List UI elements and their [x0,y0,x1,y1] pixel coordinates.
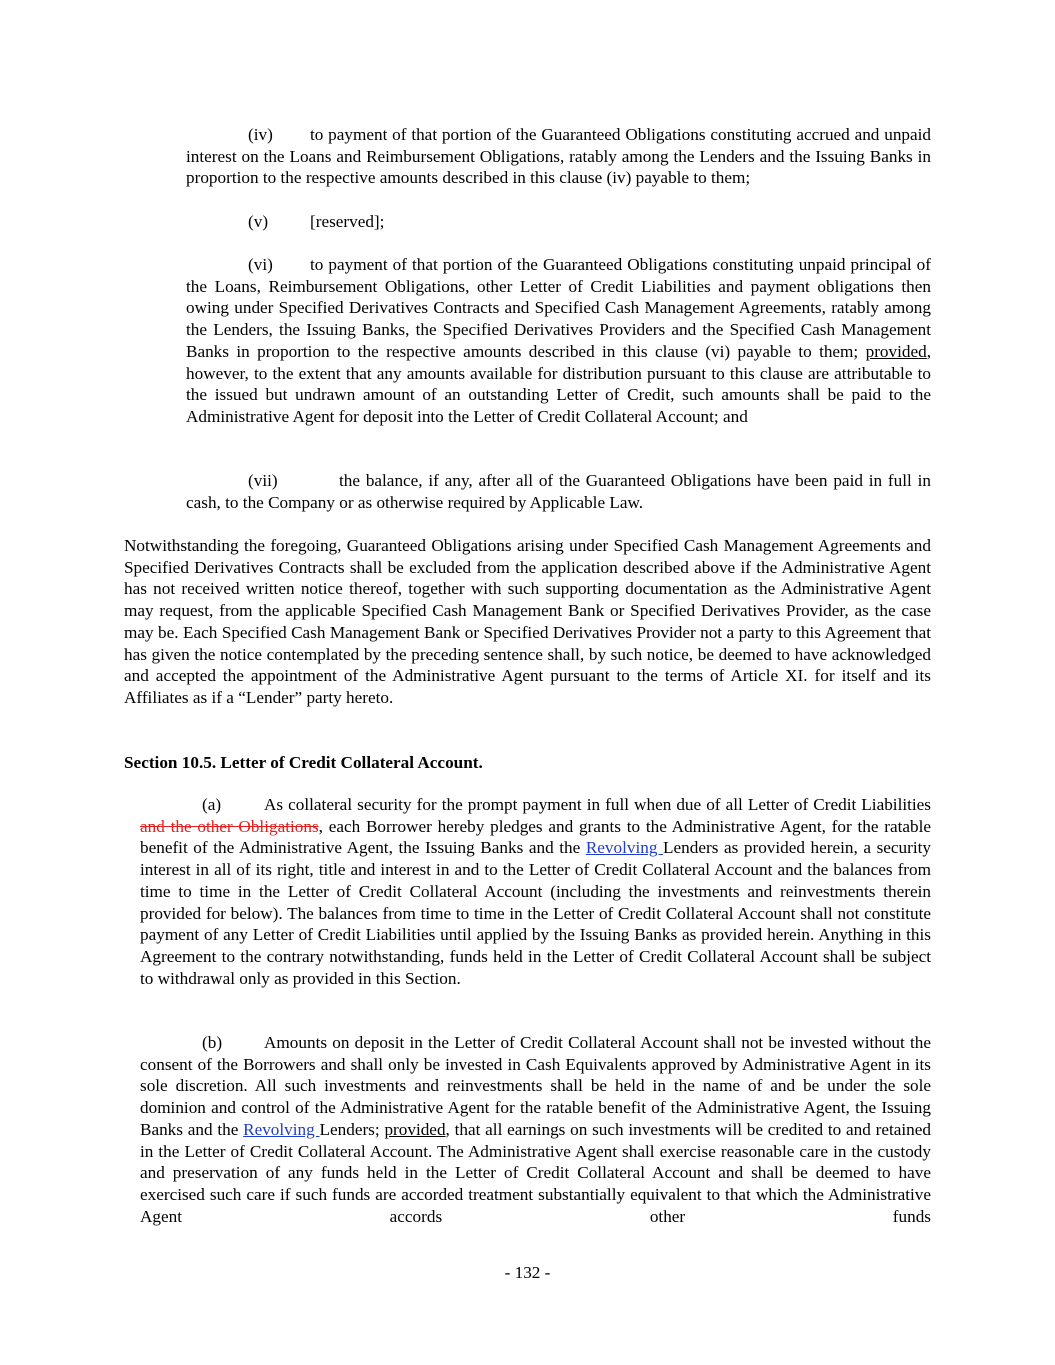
paragraph-b [140,1032,931,1227]
clause-iv [186,124,931,189]
paragraph-a-text-3: Lenders as provided herein, a security interest in all of its right, title and interest in and to the Letter of Credit Collateral Account and the balances from time to time in the Letter of Credit Collateral Account (including the investments and reinvestments therein provided for below). The balances from time to time in the Letter of Credit Collateral Account shall not constitute payment of any Letter of Credit Liabilities until applied by the Issuing Banks as provided herein. Anything in this Agreement to the contrary notwithstanding, funds held in the Letter of Credit Collateral Account shall be subject to withdrawal only as provided in this Section. [140,838,931,988]
page-number: - 132 - [504,1263,551,1282]
clause-vii [186,470,931,513]
clause-vii-text: the balance, if any, after all of the Guaranteed Obligations have been paid in full in cash, to the Company or as otherwise required by Applicable Law. [186,471,931,512]
section-heading: Section 10.5. Letter of Credit Collateral Account. [124,753,483,772]
paragraph-b-text-1: Amounts on deposit in the Letter of Credit Collateral Account shall not be invested without the consent of the Borrowers and shall only be invested in Cash Equivalents approved by Administrative Agent in its sole discretion. All such investments and reinvestments shall be held in the name of and be under the sole dominion and control of the Administrative Agent for the ratable benefit of the Administrative Agent, the Issuing Banks and the [140,1033,931,1139]
paragraph-b-text-3: , that all earnings on such investments will be credited to and retained in the Letter of Credit Collateral Account. The Administrative Agent shall exercise reasonable care in the custody and preservation of any funds held in the Letter of Credit Collateral Account and shall be deemed to have exercised such care if such funds are accorded treatment substantially equivalent to that which the Administrative Agent accords other funds [140,1119,931,1226]
provided-term-b: provided [384,1119,446,1139]
inserted-text-revolving-b: Revolving [243,1119,320,1139]
notwithstanding-paragraph: Notwithstanding the foregoing, Guaranteed Obligations arising under Specified Cash Management Agreements and Specified Derivatives Contracts shall be excluded from the application described above if the Administrative Agent has not received written notice thereof, together with such supporting documentation as the Administrative Agent may request, from the applicable Specified Cash Management Bank or Specified Derivatives Provider, as the case may be. Each Specified Cash Management Bank or Specified Derivatives Provider not a party to this Agreement that has given the notice contemplated by the preceding sentence shall, by such notice, be deemed to have acknowledged and accepted the appointment of the Administrative Agent pursuant to the terms of Article XI. for itself and its Affiliates as if a “Lender” party hereto. [124,536,931,707]
clause-v-label: (v) [248,212,269,231]
inserted-text-revolving: Revolving [585,838,664,858]
clause-iv-text: to payment of that portion of the Guaranteed Obligations constituting accrued and unpaid interest on the Loans and Reimbursement Obligations, ratably among the Lenders and the Issuing Banks in proportion to the respective amounts described in this clause (iv) payable to them; [186,125,931,188]
paragraph-a-text-2: , each Borrower hereby pledges and grants to the Administrative Agent, for the ratable benefit of the Administrative Agent, the Issuing Banks and the [140,816,931,858]
paragraph-a-label: (a) [202,795,222,814]
clause-vi [186,254,931,428]
clause-vi-label: (vi) [248,255,273,274]
provided-term: provided [865,341,927,361]
deleted-text: and the other Obligations [140,816,319,836]
clause-v [186,211,931,233]
paragraph-a [140,794,931,989]
clause-vii-label: (vii) [248,471,278,490]
paragraph-b-label: (b) [202,1033,223,1052]
clause-iv-label: (iv) [248,125,273,144]
paragraph-b-text-2: Lenders; [319,1119,385,1139]
clause-v-text: [reserved]; [310,212,385,231]
clause-vi-text-after: , however, to the extent that any amounts available for distribution pursuant to this clause are attributable to the issued but undrawn amount of an outstanding Letter of Credit, such amounts shall be paid to the Administrative Agent for deposit into the Letter of Credit Collateral Account; and [186,341,932,426]
clause-vi-text-before: to payment of that portion of the Guaranteed Obligations constituting unpaid principal of the Loans, Reimbursement Obligations, other Letter of Credit Liabilities and payment obligations then owing under Specified Derivatives Contracts and Specified Cash Management Agreements, ratably among the Lenders, the Issuing Banks, the Specified Derivatives Providers and the Specified Cash Management Banks in proportion to the respective amounts described in this clause (vi) payable to them; [186,255,931,361]
paragraph-a-text-1: As collateral security for the prompt payment in full when due of all Letter of Credit Liabilities [264,795,931,814]
